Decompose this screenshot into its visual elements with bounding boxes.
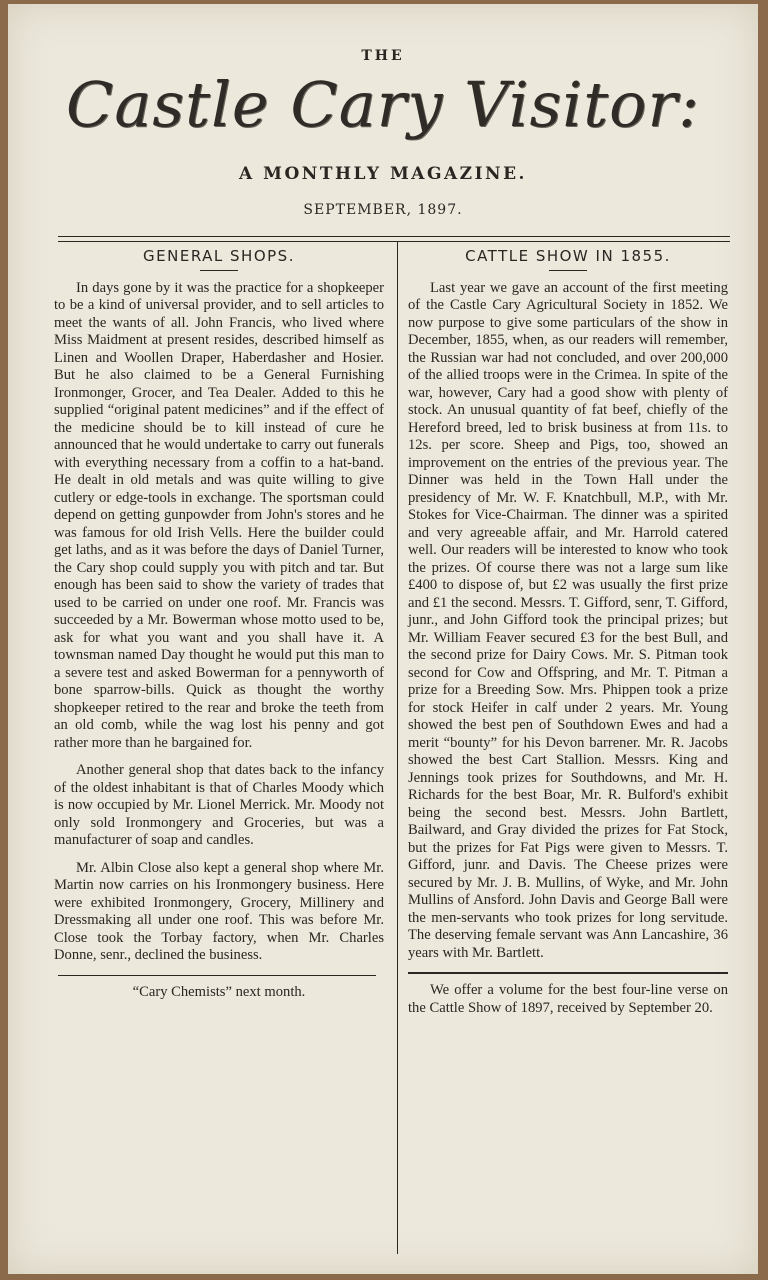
- issue-date: SEPTEMBER, 1897.: [303, 202, 463, 218]
- right-column: [408, 248, 728, 1027]
- article-paragraph: Last year we gave an account of the first meeting of the Castle Cary Agricultural Society in 1852. We now purpose to give some particulars of the show in December, 1855, when, as our readers will remember, the Russian war had not concluded, and over 200,000 of the allied troops were in the Crimea. In spite of the war, however, Cary had a good show with plenty of stock. An unusual quantity of fat beef, chiefly of the Hereford breed, led to brisk business at from 11s. to 12s. per score. Sheep and Pigs, too, showed an improvement on the entries of the previous year. The Dinner was held in the Town Hall under the presidency of Mr. W. F. Knatchbull, M.P., with Mr. Stokes for Vice-Chairman. The dinner was a spirited and very agreeable affair, and Mr. Harrold catered well. Our readers will be interested to know who took the prizes. Of course there was not a large sum like £400 to dispose of, but £2 was usually the first prize and £1 the second. Messrs. T. Gifford, senr, T. Gifford, junr., and John Gifford took the principal prizes; but Mr. William Feaver secured £3 for the best Bull, and the second prize for Dairy Cows. Mr. S. Pitman took second for Cow and Offspring, and Mr. T. Pitman a prize for a Breeding Sow. Mrs. Phippen took a prize for stock Heifer in calf under 2 years. Mr. Young showed the best pen of Southdown Ewes and had a merit “bounty” for his Devon barrener. Mr. R. Jacobs showed the best Cart Stallion. Messrs. King and Jennings took prizes for Southdowns, and Mr. H. Richards for the best Boar, Mr. R. Bulford's exhibit being the second best. Messrs. John Bartlett, Bailward, and Gray divided the prizes for Fat Stock, but the prizes for Fat Pigs were given to Messrs. T. Gifford, junr. and Davis. The Cheese prizes were secured by Mr. J. B. Mullins, of Wyke, and Mr. John Mullins of Ansford. John Davis and George Ball were the men-servants who took prizes for long servitude. The deserving female servant was Ann Lancashire, 36 years with Mr. Bartlett.: [408, 279, 728, 961]
- masthead-subtitle: A MONTHLY MAGAZINE.: [239, 164, 527, 184]
- left-column: [54, 248, 384, 1001]
- heading-rule: [549, 270, 587, 271]
- next-month-note: “Cary Chemists” next month.: [132, 983, 306, 1000]
- article-paragraph: In days gone by it was the practice for a shopkeeper to be a kind of universal provider, and to sell articles to meet the wants of all. John Francis, who lived where Miss Maidment at present resides, described himself as Linen and Woollen Draper, Haberdasher and Hosier. But he also claimed to be a General Furnishing Ironmonger, Grocer, and Tea Dealer. Added to this he supplied “original patent medicines” and if the effect of the medicine should be to kill instead of cure he announced that he would undertake to carry out funerals with everything necessary from a coffin to a hat-band. He dealt in old metals and was quite willing to give cutlery or edge-tools in exchange. The sportsman could depend on getting gunpowder from John's stores and he was famous for old Irish Vells. Here the builder could get laths, and as it was before the days of Daniel Turner, the Cary shop could supply you with pitch and tar. But enough has been said to show the variety of trades that used to be carried on under one roof. Mr. Francis was succeeded by a Mr. Bowerman whose motto used to be, ask for what you want and you shall have it. A townsman named Day thought he would put this man to a severe test and asked Bowerman for a pennyworth of bone sparrow-bills. Quick as thought the worthy shopkeeper retired to the rear and broke the teeth from an old comb, while the wag lost his penny and got rather more than he bargained for.: [54, 279, 384, 751]
- masthead-title: Castle Cary Visitor:: [65, 68, 701, 141]
- article-paragraph: Another general shop that dates back to the infancy of the oldest inhabitant is that of Charles Moody which is now occupied by Mr. Lionel Merrick. Mr. Moody not only sold Ironmongery and Groceries, but was a manufacturer of soap and candles.: [54, 762, 384, 848]
- footer-rule: [408, 972, 728, 974]
- footer-rule: [58, 975, 376, 976]
- column-divider: [397, 242, 398, 1254]
- masthead-the: THE: [361, 48, 405, 64]
- verse-competition-note: We offer a volume for the best four-line verse on the Cattle Show of 1897, received by September 20.: [408, 982, 728, 1016]
- magazine-page: [8, 4, 758, 1274]
- masthead-double-rule: [58, 236, 730, 242]
- heading-rule: [200, 270, 238, 271]
- article-heading-cattle-show: CATTLE SHOW IN 1855.: [465, 247, 671, 265]
- article-paragraph: Mr. Albin Close also kept a general shop where Mr. Martin now carries on his Ironmongery business. Here were exhibited Ironmongery, Grocery, Millinery and Dressmaking all under one roof. This was before Mr. Close took the Torbay factory, when Mr. Charles Donne, senr., declined the business.: [54, 859, 384, 963]
- article-heading-general-shops: GENERAL SHOPS.: [143, 247, 295, 265]
